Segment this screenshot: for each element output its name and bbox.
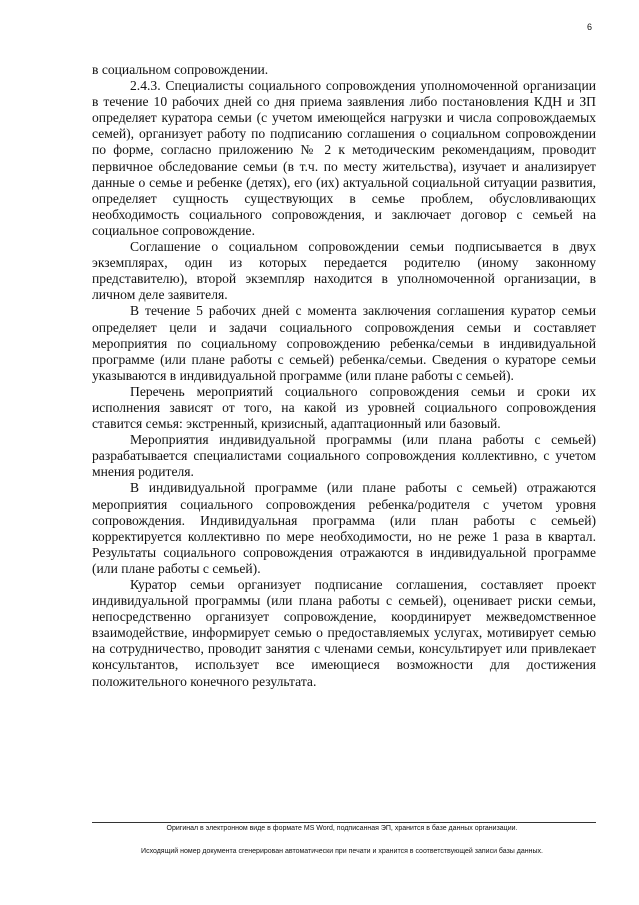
paragraph-2-4-3: 2.4.3. Специалисты социального сопровождения уполномоченной организации в течение 10 рабочих дней со дня приема заявления либо постановления КДН и ЗП определяет куратора семьи (с учетом имеющейся нагрузки и числа сопровождаемых семей), организует работу по подписанию соглашения о социальном сопровождении по форме, согласно приложению № 2 к методическим рекомендациям, проводит первичное обследование семьи (в т.ч. по месту жительства), изучает и анализирует данные о семье и ребенке (детях), его (их) актуальной социальной ситуации развития, определяет сущность существующих в семье проблем, обусловливающих необходимость социального сопровождения, и заключает договор с семьей на социальное сопровождение. xyxy=(92,78,596,238)
paragraph-support-levels: Перечень мероприятий социального сопровождения семьи и сроки их исполнения зависят от того, на какой из уровней социального сопровождения ставится семья: экстренный, кризисный, адаптационный или базовый. xyxy=(92,383,596,432)
paragraph-curator-duties: Куратор семьи организует подписание соглашения, составляет проект индивидуальной программы (или плана работы с семьей), оценивает риски семьи, непосредственно организует сопровождение, координирует межведомственное взаимодействие, информирует семью о предоставляемых услугах, мотивирует семью на сотрудничество, проводит занятия с членами семьи, консультирует или привлекает консультантов, использует все имеющиеся возможности для достижения положительного конечного результата. xyxy=(92,577,596,689)
paragraph-program-development: Мероприятия индивидуальной программы (или плана работы с семьей) разрабатывается специалистами социального сопровождения коллективно, с учетом мнения родителя. xyxy=(92,432,596,480)
page-number: 6 xyxy=(586,22,592,32)
paragraph-continuation: в социальном сопровождении. xyxy=(92,62,269,77)
paragraph-agreement-copies: Соглашение о социальном сопровождении семьи подписывается в двух экземплярах, один из которых передается родителю (иному законному представителю), второй экземпляр находится в уполномоченной организации, в личном деле заявителя. xyxy=(92,239,596,303)
document-body xyxy=(92,62,596,690)
footer-divider xyxy=(92,822,596,823)
paragraph-program-contents: В индивидуальной программе (или плане работы с семьей) отражаются мероприятия социального сопровождения ребенка/родителя с учетом уровня сопровождения. Индивидуальная программа (или план работы с семьей) корректируется коллективно по мере необходимости, но не реже 1 раза в квартал. Результаты социального сопровождения отражаются в индивидуальной программе (или плане работы с семьей). xyxy=(92,480,596,576)
paragraph-curator-goals: В течение 5 рабочих дней с момента заключения соглашения куратор семьи определяет цели и задачи социального сопровождения семьи и составляет мероприятия по социальному сопровождению ребенка/семьи в индивидуальной программе (или плане работы с семьей) ребенка/семьи. Сведения о кураторе семьи указываются в индивидуальной программе (или плане работы с семьей). xyxy=(92,303,596,383)
footer-note-original: Оригинал в электронном виде в формате MS Word, подписанная ЭП, хранится в базе данных организации. xyxy=(166,825,518,832)
footer-note-number: Исходящий номер документа сгенерирован автоматически при печати и хранится в соответствующей записи базы данных. xyxy=(141,848,543,855)
